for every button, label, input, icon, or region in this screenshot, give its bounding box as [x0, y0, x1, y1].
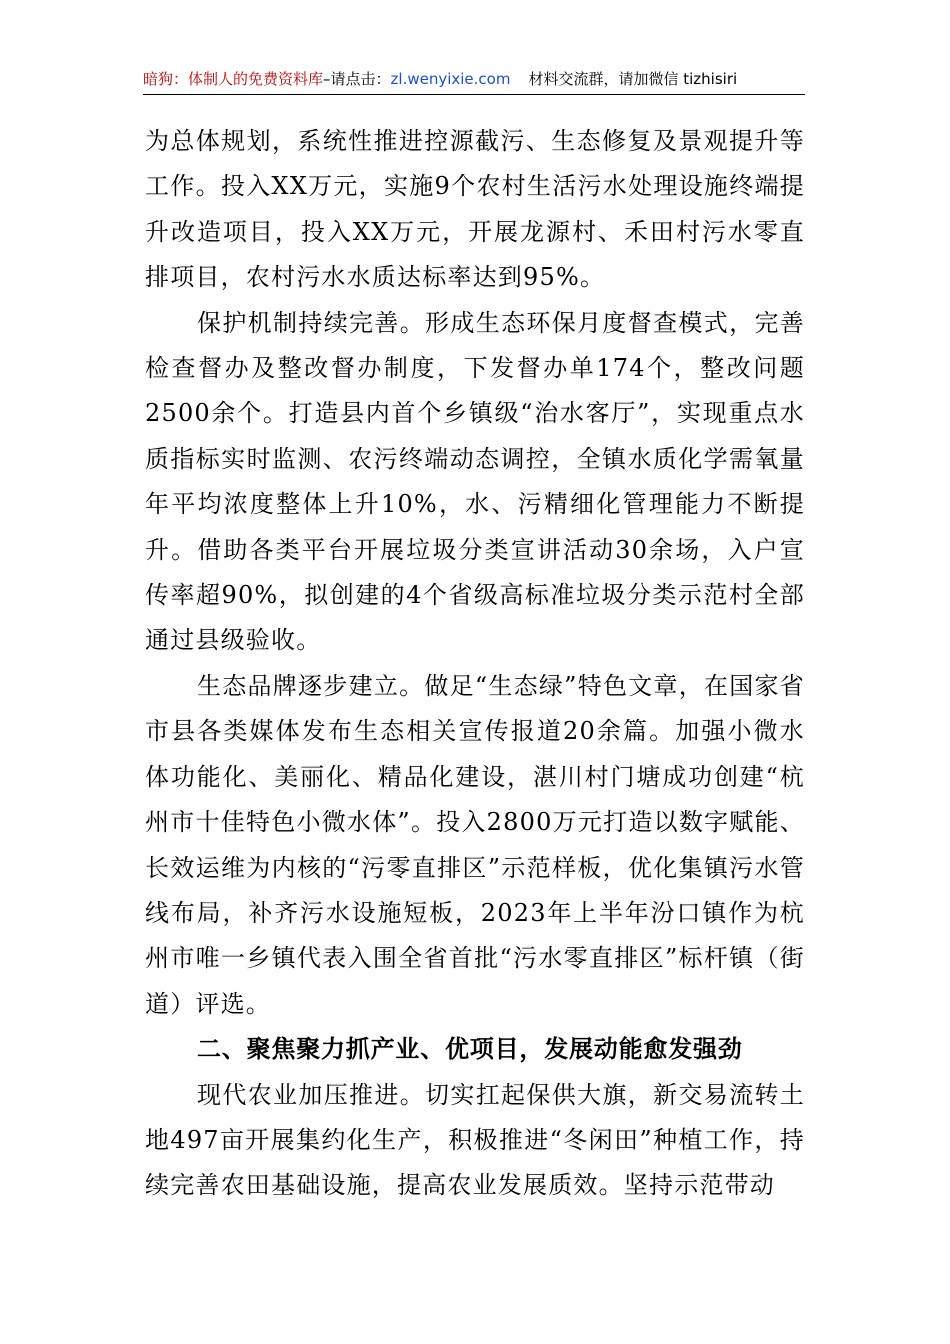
section-heading: 二、聚焦聚力抓产业、优项目，发展动能愈发强劲 — [197, 1035, 743, 1064]
paragraph-ecological-brand: 生态品牌逐步建立。做足“生态绿”特色文章，在国家省市县各类媒体发布生态相关宣传报道20余篇。加强小微水体功能化、美丽化、精品化建设，湛川村门塘成功创建“杭州市十佳特色小微水体”。投入2800万元打造以数字赋能、长效运维为内核的“污零直排区”示范样板，优化集镇污水管线布局，补齐污水设施短板，2023年上半年汾口镇作为杭州市唯一乡镇代表入围全省首批“污水零直排区”标杆镇（街道）评选。 — [145, 671, 805, 1018]
header-link[interactable]: zl.wenyixie.com — [390, 70, 511, 88]
header-prompt: –请点击： — [323, 70, 391, 88]
paragraph-protection-mechanism: 保护机制持续完善。形成生态环保月度督查模式，完善检查督办及整改督办制度，下发督办单174个，整改问题2500余个。打造县内首个乡镇级“治水客厅”，实现重点水质指标实时监测、农污终端动态调控，全镇水质化学需氧量年平均浓度整体上升10%，水、污精细化管理能力不断提升。借助各类平台开展垃圾分类宣讲活动30余场，入户宣传率超90%，拟创建的4个省级高标准垃圾分类示范村全部通过县级验收。 — [145, 308, 805, 655]
header-brand: 暗狗：体制人的免费资料库 — [143, 70, 324, 88]
header-contact: 材料交流群，请加微信 tizhisiri — [528, 70, 738, 88]
paragraph-modern-agriculture: 现代农业加压推进。切实扛起保供大旗，新交易流转土地497亩开展集约化生产，积极推进“冬闲田”种植工作，持续完善农田基础设施，提高农业发展质效。坚持示范带动 — [145, 1080, 805, 1200]
page-header — [143, 64, 805, 95]
document-body — [145, 119, 805, 1209]
paragraph-continued: 为总体规划，系统性推进控源截污、生态修复及景观提升等工作。投入XX万元，实施9个农村生活污水处理设施终端提升改造项目，投入XX万元，开展龙源村、禾田村污水零直排项目，农村污水水质达标率达到95%。 — [145, 127, 805, 292]
